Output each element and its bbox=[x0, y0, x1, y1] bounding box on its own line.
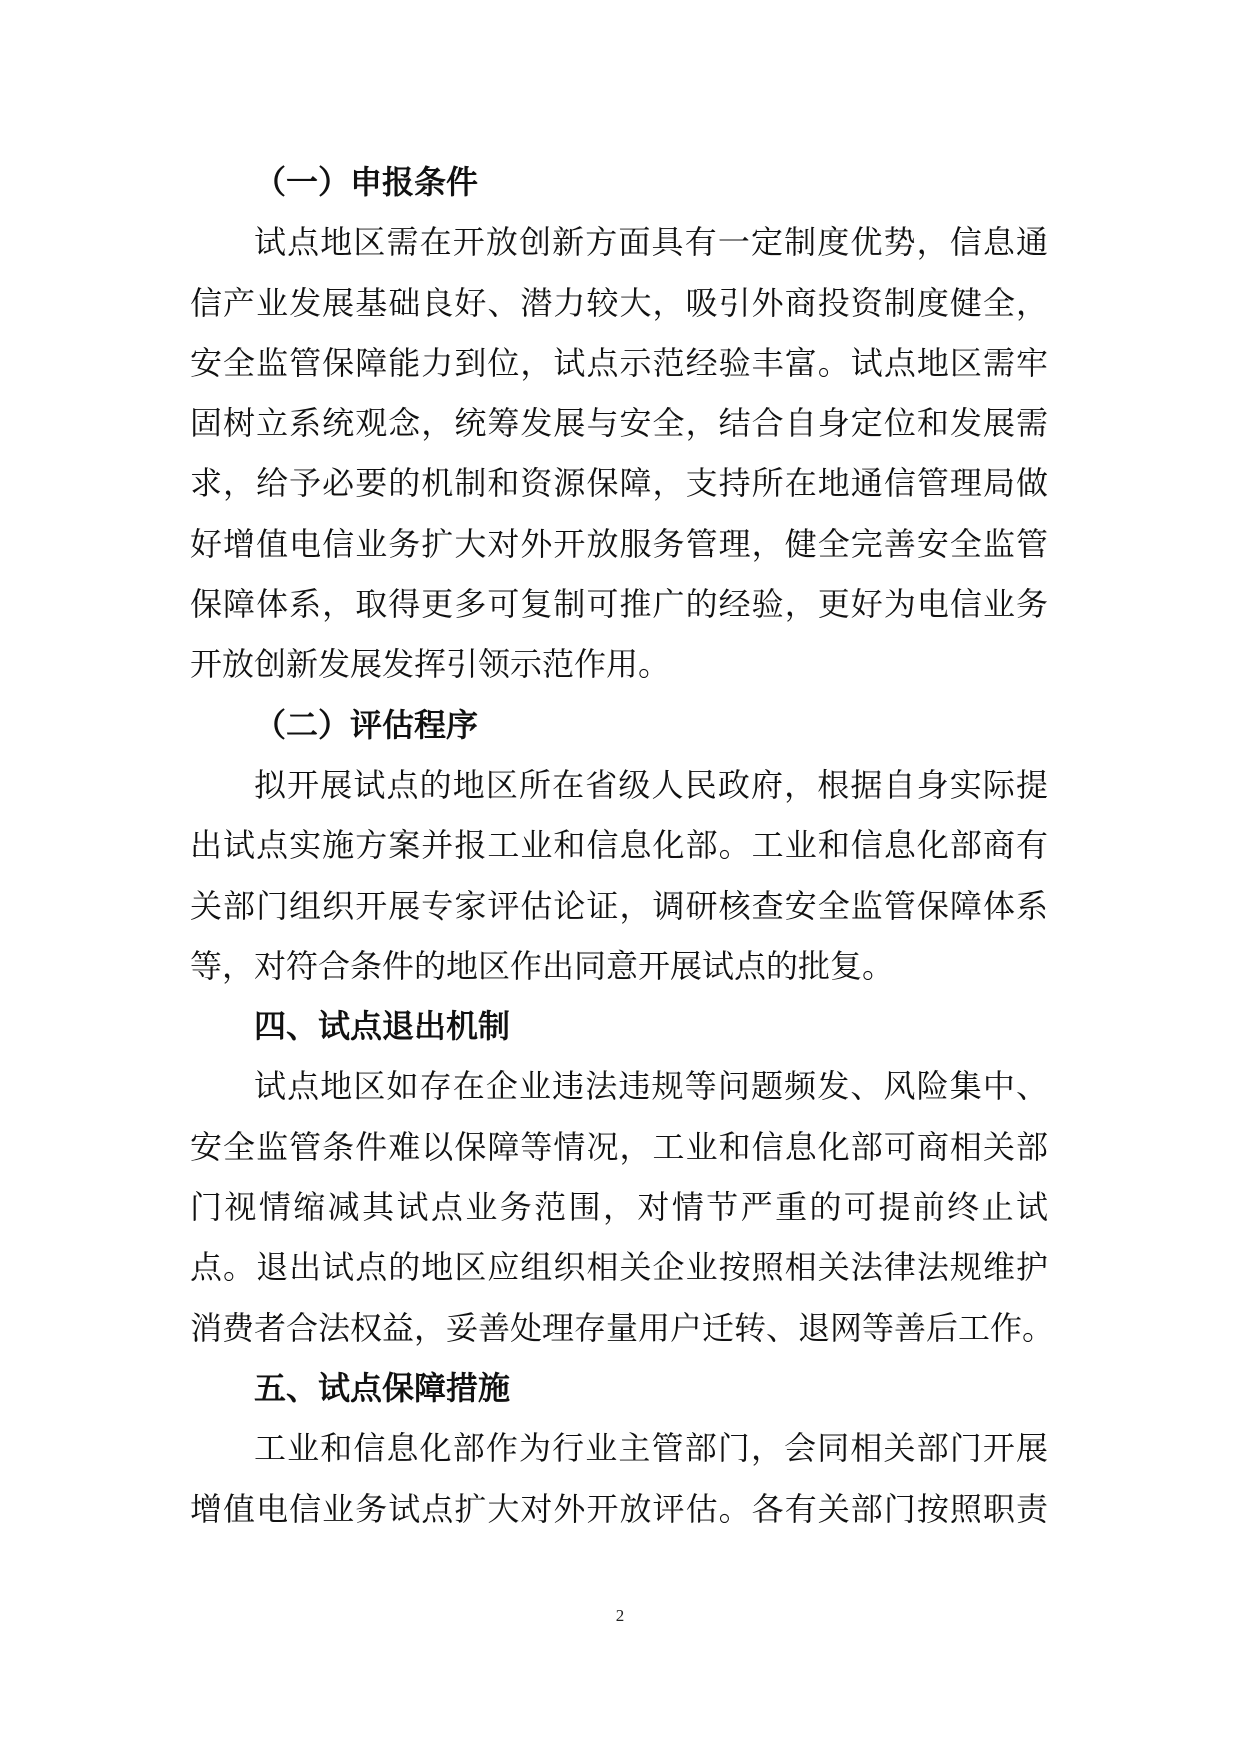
paragraph-line: 开放创新发展发挥引领示范作用。 bbox=[190, 645, 671, 684]
paragraph-line: 增值电信业务试点扩大对外开放评估。各有关部门按照职责 bbox=[190, 1489, 1048, 1528]
paragraph-line: 试点地区如存在企业违法违规等问题频发、风险集中、 bbox=[254, 1067, 1048, 1106]
paragraph-line: 好增值电信业务扩大对外开放服务管理，健全完善安全监管 bbox=[190, 524, 1048, 563]
section-heading-exit-mechanism: 四、试点退出机制 bbox=[254, 1007, 511, 1046]
paragraph-line: 安全监管保障能力到位，试点示范经验丰富。试点地区需牢 bbox=[190, 343, 1048, 382]
paragraph-line: 固树立系统观念，统筹发展与安全，结合自身定位和发展需 bbox=[190, 404, 1048, 443]
section-heading-evaluation-procedure: （二）评估程序 bbox=[254, 705, 479, 744]
paragraph-line: 等，对符合条件的地区作出同意开展试点的批复。 bbox=[190, 946, 895, 985]
paragraph-line: 保障体系，取得更多可复制可推广的经验，更好为电信业务 bbox=[190, 585, 1048, 624]
paragraph-line: 消费者合法权益，妥善处理存量用户迁转、退网等善后工作。 bbox=[190, 1308, 1055, 1347]
document-body bbox=[190, 152, 1055, 1539]
page-number: 2 bbox=[615, 1606, 625, 1625]
paragraph-line: 出试点实施方案并报工业和信息化部。工业和信息化部商有 bbox=[190, 826, 1048, 865]
paragraph-line: 门视情缩减其试点业务范围，对情节严重的可提前终止试 bbox=[190, 1188, 1048, 1227]
paragraph-line: 关部门组织开展专家评估论证，调研核查安全监管保障体系 bbox=[190, 886, 1048, 925]
paragraph-line: 求，给予必要的机制和资源保障，支持所在地通信管理局做 bbox=[190, 464, 1048, 503]
paragraph-line: 试点地区需在开放创新方面具有一定制度优势，信息通 bbox=[254, 223, 1048, 262]
section-heading-application-conditions: （一）申报条件 bbox=[254, 163, 479, 201]
paragraph-line: 工业和信息化部作为行业主管部门，会同相关部门开展 bbox=[254, 1429, 1048, 1468]
paragraph-line: 拟开展试点的地区所在省级人民政府，根据自身实际提 bbox=[254, 765, 1048, 804]
paragraph-line: 信产业发展基础良好、潜力较大，吸引外商投资制度健全， bbox=[190, 283, 1048, 322]
section-heading-safeguard-measures: 五、试点保障措施 bbox=[254, 1368, 511, 1407]
paragraph-line: 安全监管条件难以保障等情况，工业和信息化部可商相关部 bbox=[190, 1127, 1048, 1166]
paragraph-line: 点。退出试点的地区应组织相关企业按照相关法律法规维护 bbox=[190, 1248, 1048, 1287]
